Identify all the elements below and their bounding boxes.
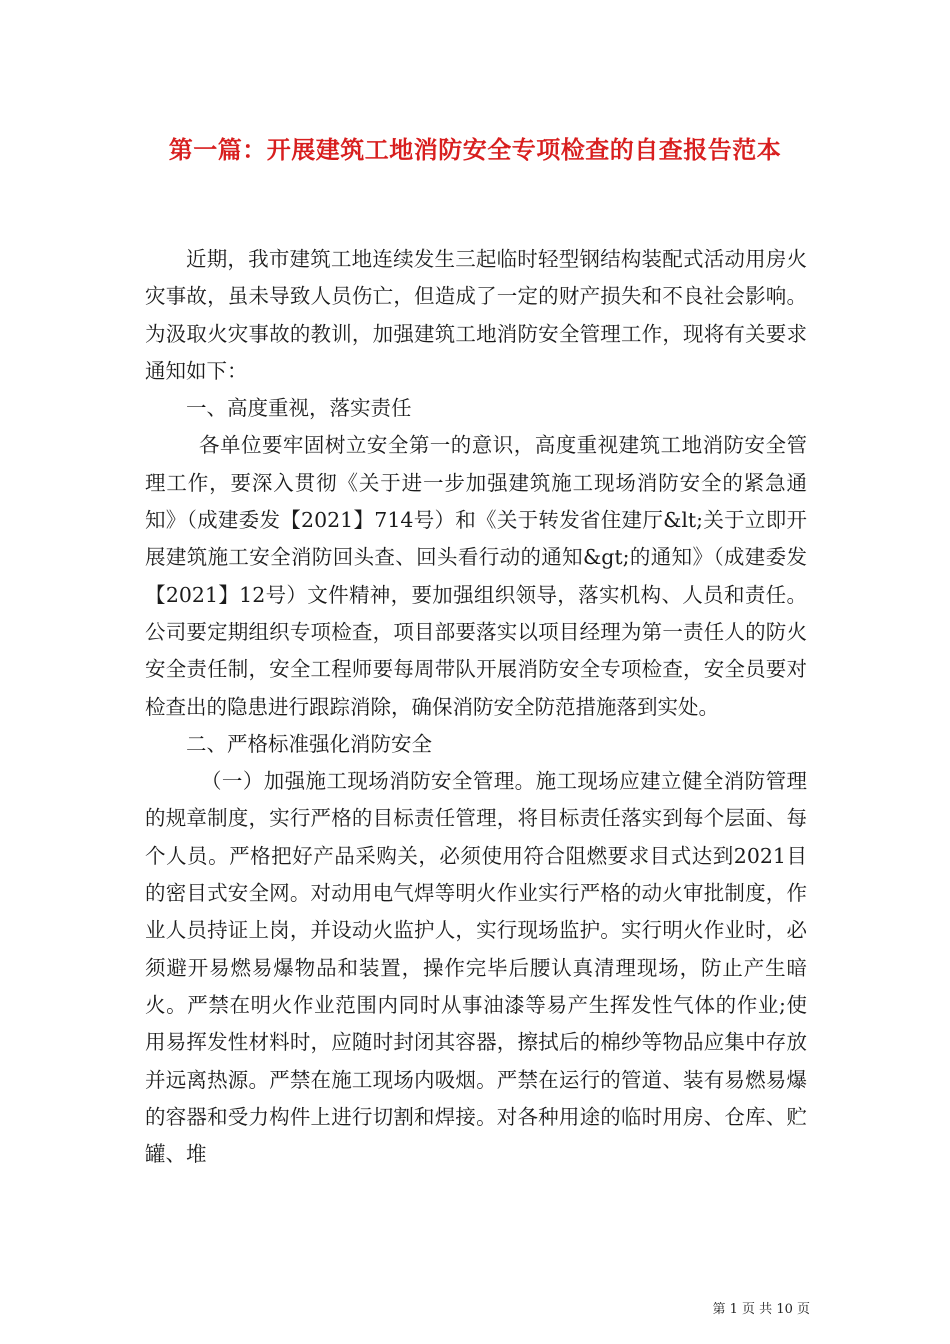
page-number: 第 1 页 共 10 页 [712,1302,810,1317]
intro-paragraph: 近期，我市建筑工地连续发生三起临时轻型钢结构装配式活动用房火灾事故，虽未导致人员伤亡，但造成了一定的财产损失和不良社会影响。为汲取火灾事故的教训，加强建筑工地消防安全管理工作，现将有关要求通知如下： [145,247,807,383]
section-1-paragraph: 各单位要牢固树立安全第一的意识，高度重视建筑工地消防安全管理工作，要深入贯彻《关于进一步加强建筑施工现场消防安全的紧急通知》（成建委发【2021】714号）和《关于转发省住建厅&lt;关于立即开展建筑施工安全消防回头查、回头看行动的通知&gt;的通知》（成建委发【2021】12号）文件精神，要加强组织领导，落实机构、人员和责任。公司要定期组织专项检查，项目部要落实以项目经理为第一责任人的防火安全责任制，安全工程师要每周带队开展消防安全专项检查，安全员要对检查出的隐患进行跟踪消除，确保消防安全防范措施落到实处。 [145,433,807,719]
section-heading-2: 二、严格标准强化消防安全 [186,731,432,756]
section-heading-1: 一、高度重视，落实责任 [186,396,412,421]
section-2-subsection-1-paragraph: （一）加强施工现场消防安全管理。施工现场应建立健全消防管理的规章制度，实行严格的目标责任管理，将目标责任落实到每个层面、每个人员。严格把好产品采购关，必须使用符合阻燃要求目式达到2021目的密目式安全网。对动用电气焊等明火作业实行严格的动火审批制度，作业人员持证上岗，并设动火监护人，实行现场监护。实行明火作业时，必须避开易燃易爆物品和装置，操作完毕后腰认真清理现场，防止产生暗火。严禁在明火作业范围内同时从事油漆等易产生挥发性气体的作业;使用易挥发性材料时，应随时封闭其容器，擦拭后的棉纱等物品应集中存放并远离热源。严禁在施工现场内吸烟。严禁在运行的管道、装有易燃易爆的容器和受力构件上进行切割和焊接。对各种用途的临时用房、仓库、贮罐、堆 [145,769,807,1167]
document-body [145,241,807,1173]
document-title: 第一篇：开展建筑工地消防安全专项检查的自查报告范本 [168,135,782,164]
